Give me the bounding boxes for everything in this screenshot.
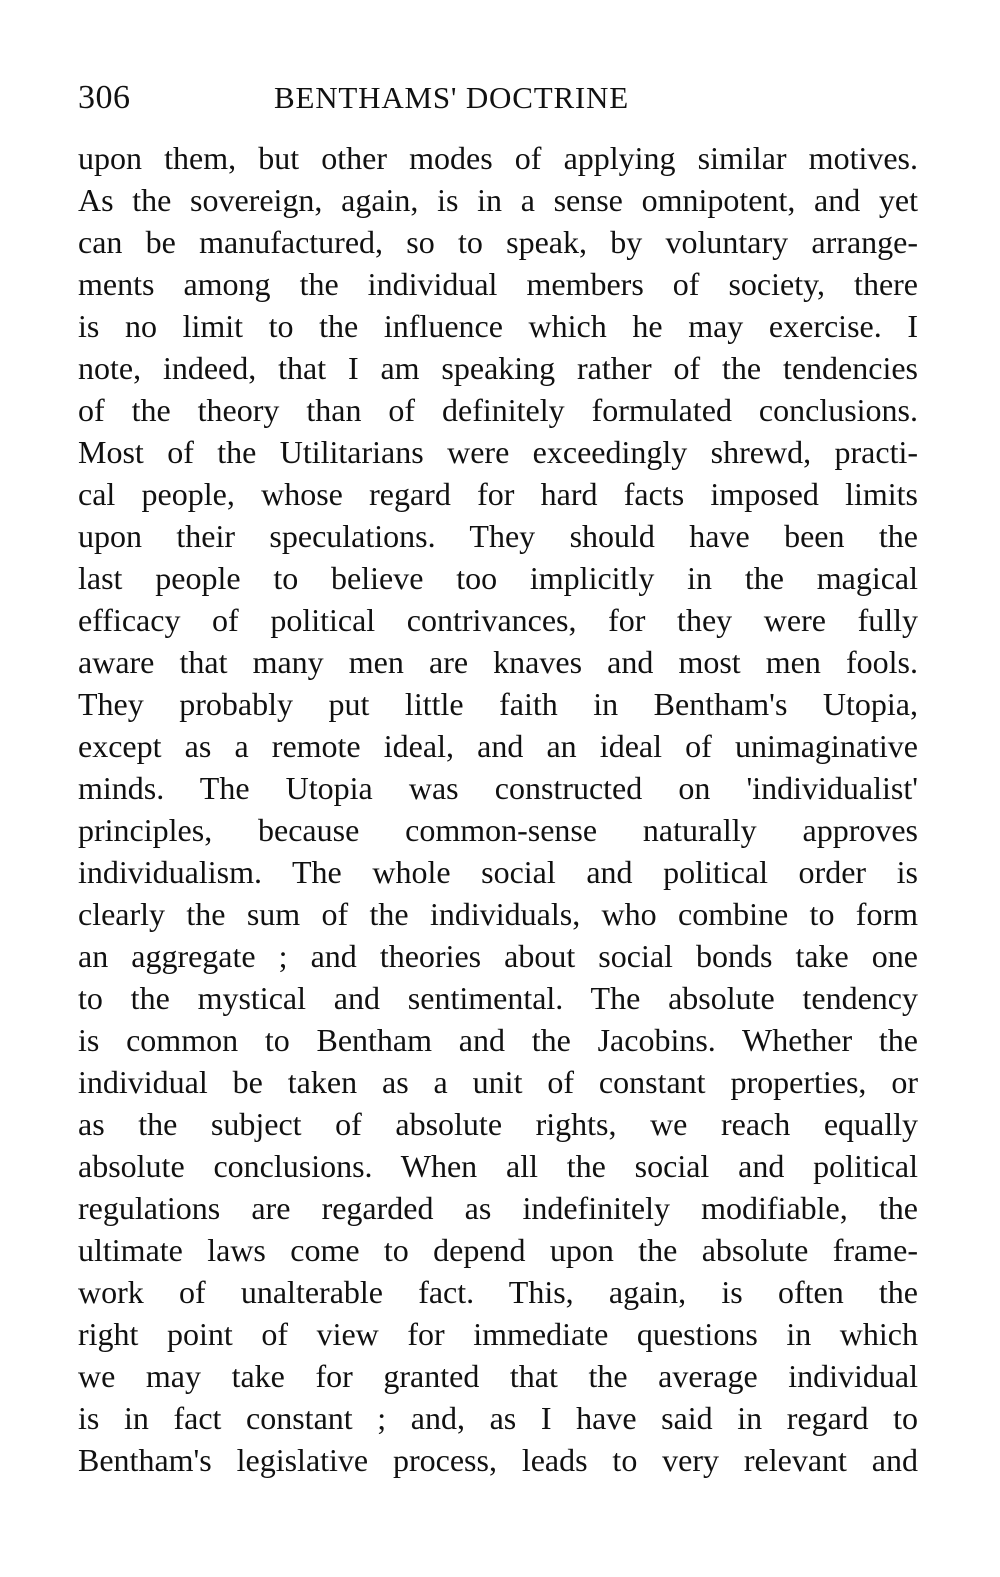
text-line: is in fact constant ; and, as I have said in regard to bbox=[78, 1400, 918, 1436]
text-line: note, indeed, that I am speaking rather of the tendencies bbox=[78, 350, 918, 386]
page-number: 306 bbox=[78, 79, 131, 116]
text-line: except as a remote ideal, and an ideal of unimaginative bbox=[78, 728, 918, 764]
page-header bbox=[78, 74, 718, 122]
text-line: is no limit to the influence which he may exercise. I bbox=[78, 308, 918, 344]
text-line: aware that many men are knaves and most men fools. bbox=[78, 644, 918, 680]
text-line: of the theory than of definitely formulated conclusions. bbox=[78, 392, 918, 428]
text-line: clearly the sum of the individuals, who combine to form bbox=[78, 896, 918, 932]
text-line: we may take for granted that the average individual bbox=[78, 1358, 918, 1394]
text-line: They probably put little faith in Bentham's Utopia, bbox=[78, 686, 918, 722]
text-line: individualism. The whole social and political order is bbox=[78, 854, 918, 890]
text-line: efficacy of political contrivances, for they were fully bbox=[78, 602, 918, 638]
text-line: upon them, but other modes of applying similar motives. bbox=[78, 140, 918, 176]
text-line: minds. The Utopia was constructed on 'individualist' bbox=[78, 770, 918, 806]
running-title: BENTHAMS' DOCTRINE bbox=[274, 80, 629, 115]
text-line: can be manufactured, so to speak, by voluntary arrange- bbox=[78, 224, 918, 260]
text-line: cal people, whose regard for hard facts imposed limits bbox=[78, 476, 918, 512]
text-line: last people to believe too implicitly in the magical bbox=[78, 560, 918, 596]
text-line: is common to Bentham and the Jacobins. Whether the bbox=[78, 1022, 918, 1058]
text-line: right point of view for immediate questions in which bbox=[78, 1316, 918, 1352]
text-line: individual be taken as a unit of constant properties, or bbox=[78, 1064, 918, 1100]
text-line: As the sovereign, again, is in a sense omnipotent, and yet bbox=[78, 182, 918, 218]
text-line: as the subject of absolute rights, we reach equally bbox=[78, 1106, 918, 1142]
body-text bbox=[78, 137, 918, 1481]
text-line: work of unalterable fact. This, again, is often the bbox=[78, 1274, 918, 1310]
text-line: Bentham's legislative process, leads to very relevant and bbox=[78, 1442, 918, 1478]
text-line: principles, because common-sense naturally approves bbox=[78, 812, 918, 848]
text-line: ultimate laws come to depend upon the absolute frame- bbox=[78, 1232, 918, 1268]
text-line: to the mystical and sentimental. The absolute tendency bbox=[78, 980, 918, 1016]
text-line: absolute conclusions. When all the social and political bbox=[78, 1148, 918, 1184]
text-line: ments among the individual members of society, there bbox=[78, 266, 918, 302]
text-line: regulations are regarded as indefinitely modifiable, the bbox=[78, 1190, 918, 1226]
text-line: Most of the Utilitarians were exceedingly shrewd, practi- bbox=[78, 434, 918, 470]
text-line: upon their speculations. They should have been the bbox=[78, 518, 918, 554]
text-line: an aggregate ; and theories about social bonds take one bbox=[78, 938, 918, 974]
